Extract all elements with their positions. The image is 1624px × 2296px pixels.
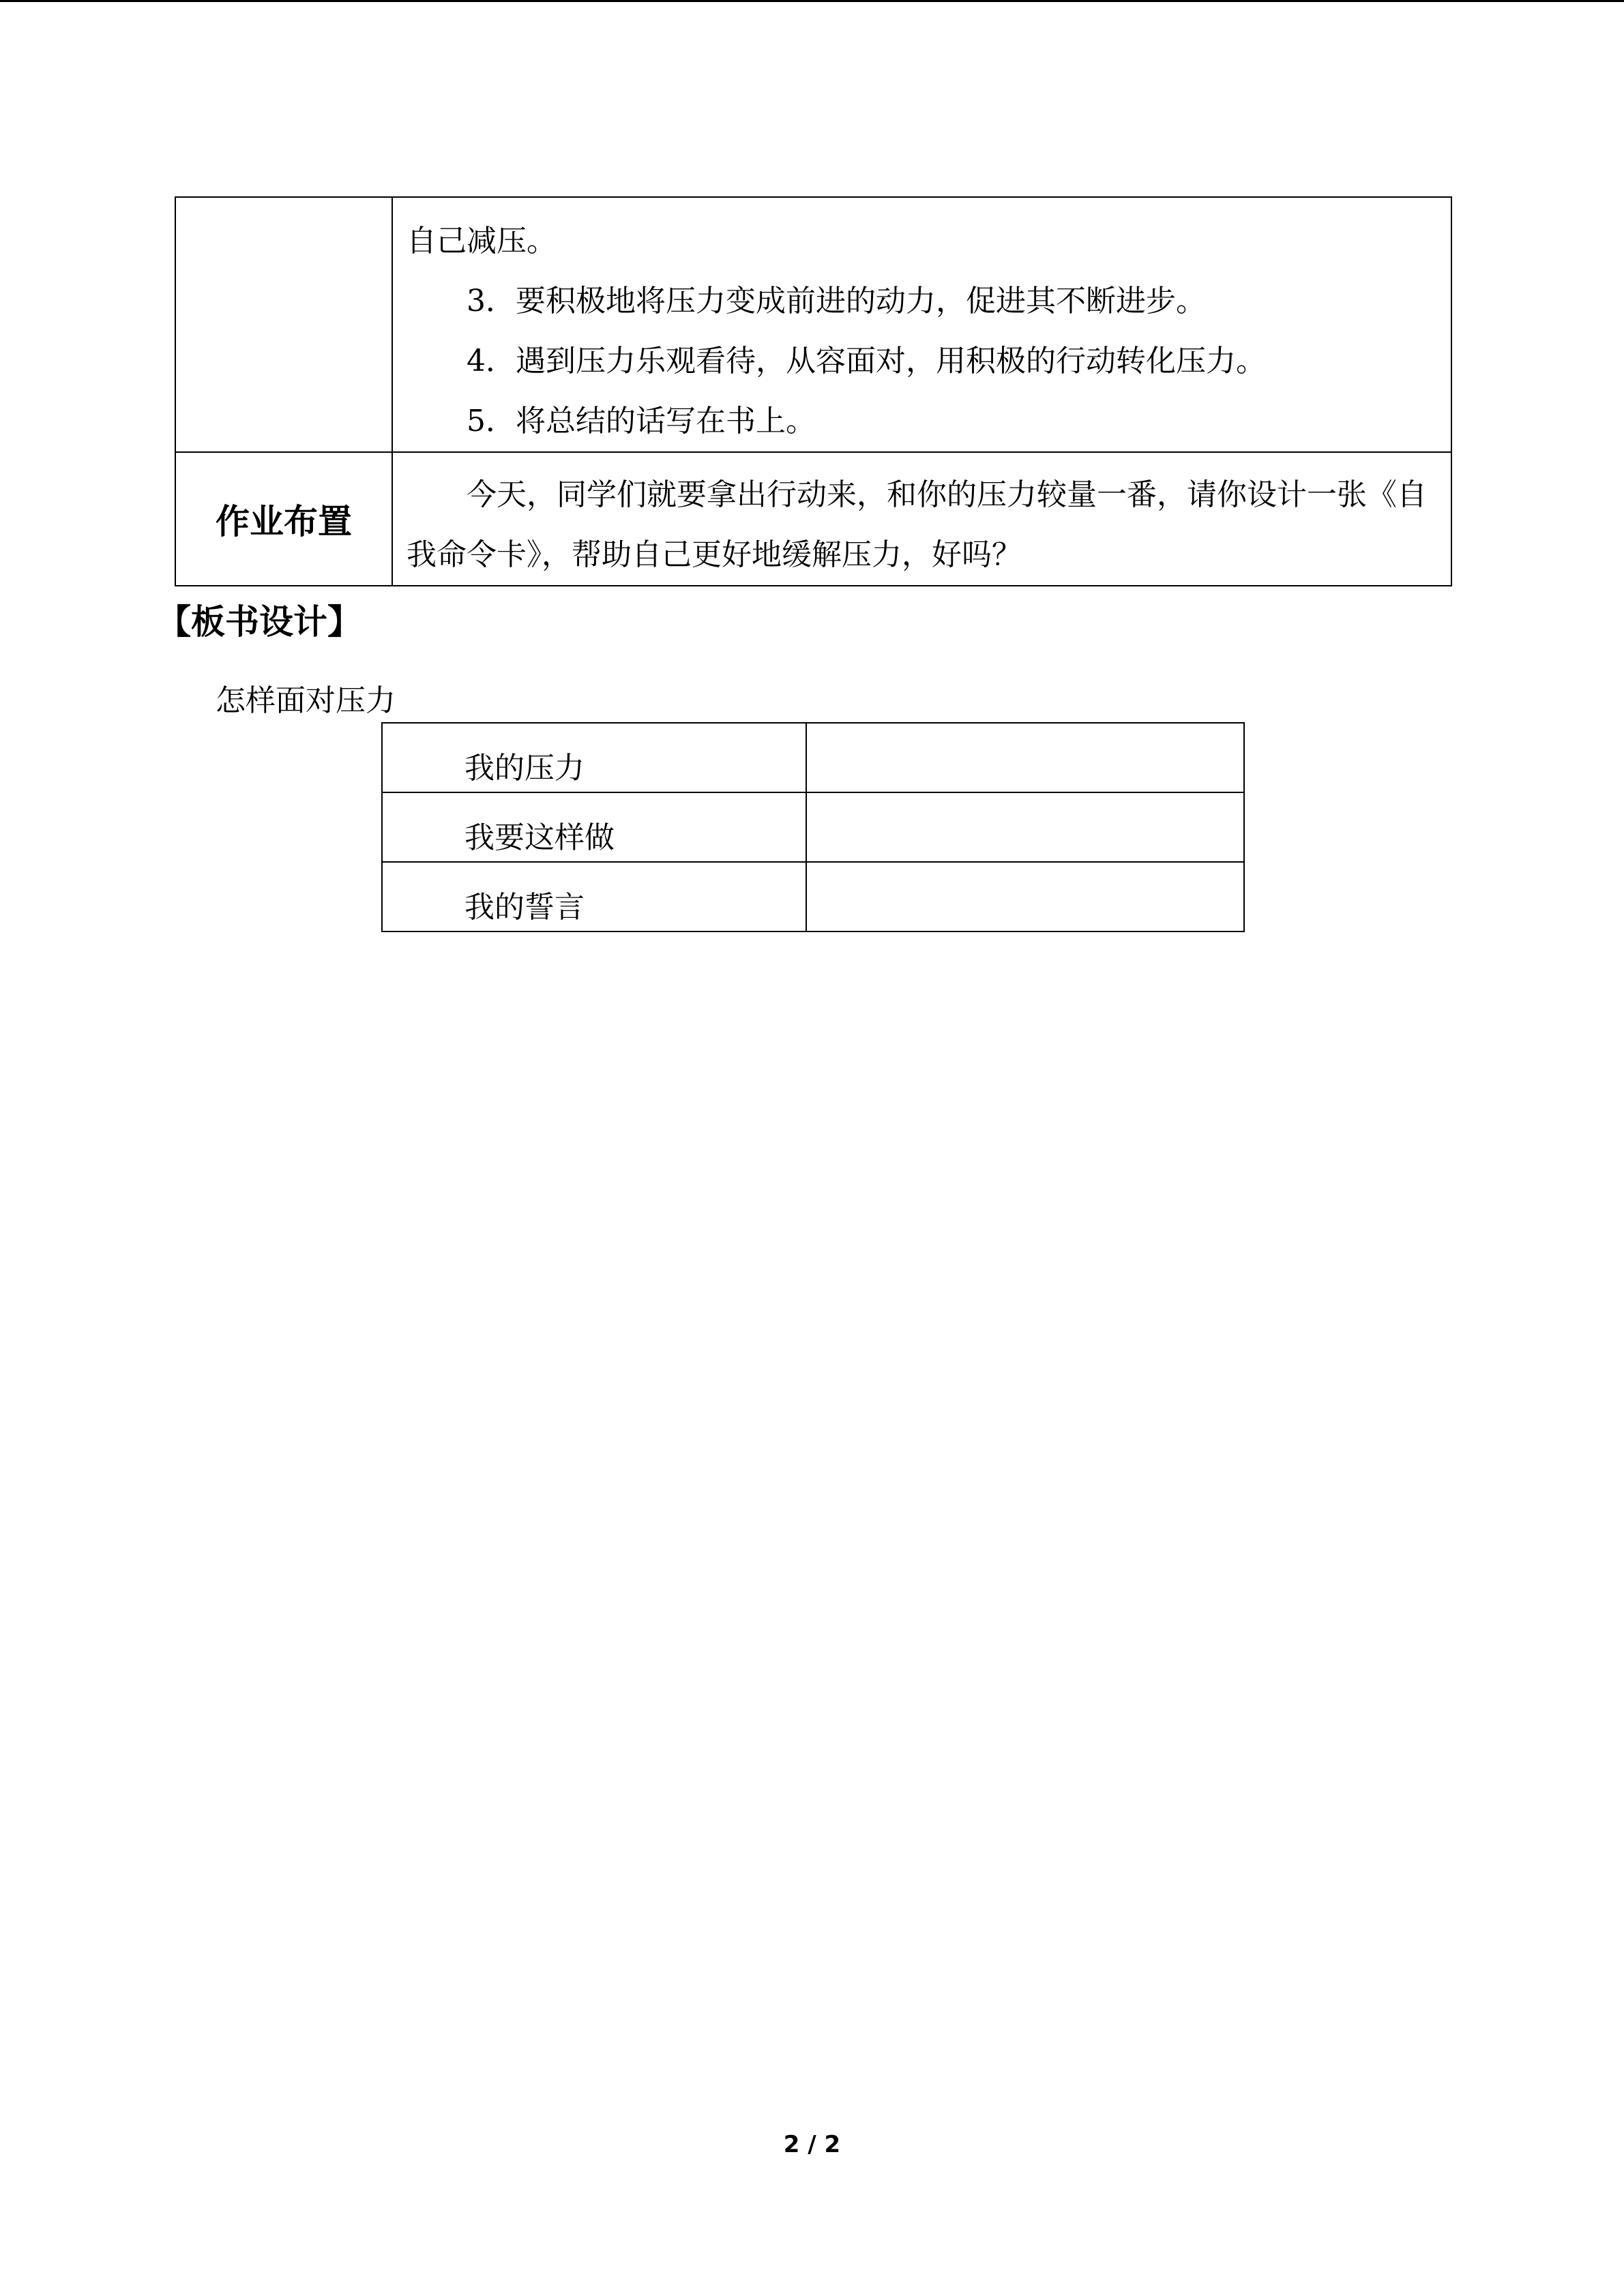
board-row-label: 我的誓言 bbox=[382, 862, 806, 931]
summary-line: 3．要积极地将压力变成前进的动力，促进其不断进步。 bbox=[467, 284, 1206, 318]
board-row-value bbox=[806, 862, 1244, 931]
table-row bbox=[175, 452, 1451, 586]
lesson-plan-table bbox=[175, 196, 1452, 586]
table-row bbox=[382, 862, 1244, 931]
table-row bbox=[382, 792, 1244, 862]
homework-content-cell bbox=[392, 452, 1451, 586]
board-design-table bbox=[381, 722, 1245, 932]
board-row-label: 我的压力 bbox=[382, 723, 806, 792]
summary-content-cell bbox=[392, 197, 1451, 452]
board-design-heading: 【板书设计】 bbox=[157, 602, 361, 642]
table-row bbox=[175, 197, 1451, 452]
page-number: 2 / 2 bbox=[783, 2131, 841, 2158]
board-row-value bbox=[806, 792, 1244, 862]
homework-text: 今天，同学们就要拿出行动来，和你的压力较量一番，请你设计一张《自我命令卡》，帮助自己更好地缓解压力，好吗？ bbox=[407, 477, 1427, 572]
homework-label: 作业布置 bbox=[175, 452, 392, 586]
table-row bbox=[382, 723, 1244, 792]
board-row-label: 我要这样做 bbox=[382, 792, 806, 862]
empty-label-cell bbox=[175, 197, 392, 452]
board-title: 怎样面对压力 bbox=[216, 683, 396, 718]
summary-line: 5．将总结的话写在书上。 bbox=[467, 404, 816, 438]
page-top-border bbox=[0, 0, 1624, 2]
summary-line: 自己减压。 bbox=[407, 224, 557, 258]
board-row-value bbox=[806, 723, 1244, 792]
summary-line: 4．遇到压力乐观看待，从容面对，用积极的行动转化压力。 bbox=[467, 344, 1266, 378]
